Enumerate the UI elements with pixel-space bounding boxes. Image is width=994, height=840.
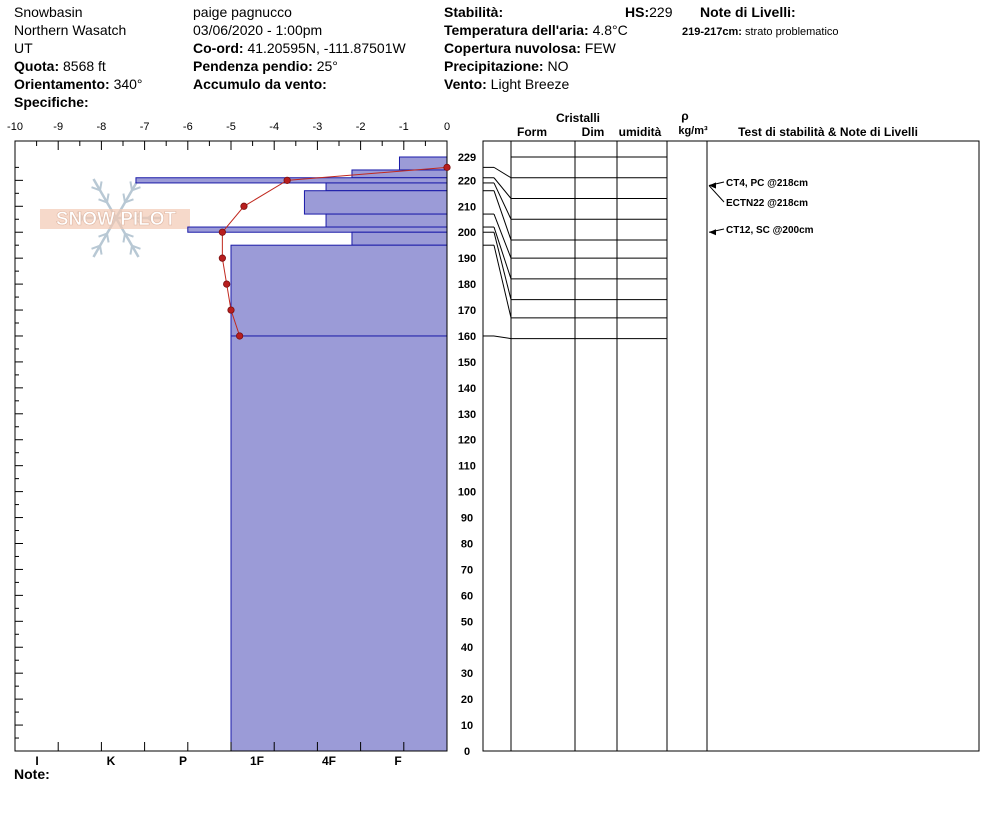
height-tick-label: 100 (457, 486, 477, 499)
elevation-value: 8568 ft (63, 58, 106, 74)
height-tick-label: 40 (460, 642, 474, 655)
height-tick-label: 20 (460, 694, 474, 707)
height-tick-label: 210 (457, 201, 477, 214)
hardness-tick-label: K (106, 754, 116, 768)
height-tick-label: 140 (457, 382, 477, 395)
height-tick-label: 30 (460, 668, 474, 681)
hardness-tick-label: 4F (321, 754, 337, 768)
watermark-text: SNOW PILOT (55, 209, 177, 230)
hardness-layer-bar (304, 191, 447, 214)
temperature-point (284, 177, 290, 183)
layer-note-depth: 219-217cm: (682, 26, 742, 38)
height-tick-label: 110 (458, 460, 476, 473)
snowflake-branch (107, 234, 109, 243)
stability-test-arrowhead (709, 183, 716, 189)
height-tick-label: 50 (460, 616, 474, 629)
layer-note-text: strato problematico (745, 26, 839, 38)
stability-test-pointer (709, 186, 724, 202)
height-tick-label: 120 (457, 434, 477, 447)
temperature-point (241, 203, 247, 209)
hardness-layer-bar (326, 183, 447, 191)
hardness-layer-bar (326, 214, 447, 227)
snowflake-branch (123, 194, 125, 203)
sky-label: Copertura nuvolosa: (444, 40, 581, 56)
height-tick-label: 90 (460, 512, 474, 525)
wind-label: Vento: (444, 76, 487, 92)
height-tick-label: 160 (457, 330, 477, 343)
layer-connector-line (494, 336, 511, 339)
height-tick-label: 190 (457, 253, 477, 266)
wind-value: Light Breeze (490, 76, 570, 92)
temperature-tick-label: 0 (443, 121, 451, 133)
size-header: Dim (581, 125, 605, 139)
height-tick-label: 229 (457, 152, 477, 164)
height-tick-label: 220 (457, 175, 477, 188)
hardness-layer-bar (231, 336, 447, 751)
form-header: Form (517, 125, 547, 139)
snowflake-branch (123, 234, 125, 243)
tests-header: Test di stabilità & Note di Livelli (738, 125, 918, 139)
temperature-point (228, 307, 234, 313)
height-tick-label: 170 (457, 305, 477, 318)
precip-value: NO (547, 58, 569, 74)
location: Snowbasin (14, 4, 83, 20)
sky-value: FEW (584, 40, 616, 56)
hardness-tick-label: I (35, 754, 39, 768)
height-tick-label: 200 (457, 227, 477, 240)
hardness-tick-label: 1F (249, 754, 265, 768)
range: Northern Wasatch (14, 22, 127, 38)
height-tick-label: 150 (457, 356, 477, 369)
height-tick-label: 80 (460, 538, 474, 551)
height-tick-label: 0 (463, 746, 471, 758)
air-temp-label: Temperatura dell'aria: (444, 22, 589, 38)
height-tick-label: 10 (460, 720, 474, 733)
snowflake-branch (107, 194, 109, 203)
layer-notes-label: Note di Livelli: (700, 4, 796, 20)
air-temp-value: 4.8°C (592, 22, 628, 38)
slope-value: 25° (316, 58, 338, 74)
snowflake-branch (130, 246, 132, 255)
wind-loading-label: Accumulo da vento: (193, 76, 327, 92)
hardness-layers (136, 157, 447, 751)
height-axis (458, 152, 476, 758)
temperature-point (219, 255, 225, 261)
coord-value: 41.20595N, -111.87501W (247, 40, 406, 56)
hs-value: 229 (649, 4, 673, 20)
layer-connector-line (494, 191, 511, 240)
coord-label: Co-ord: (193, 40, 244, 56)
observer: paige pagnucco (193, 4, 292, 20)
temperature-tick-label: -5 (226, 121, 236, 133)
hardness-layer-bar (231, 245, 447, 336)
hs-label: HS: (625, 4, 650, 20)
temperature-tick-label: -8 (96, 121, 107, 133)
state: UT (14, 40, 33, 56)
height-tick-label: 60 (460, 590, 474, 603)
hardness-layer-bar (352, 232, 447, 245)
datetime: 03/06/2020 - 1:00pm (193, 22, 323, 38)
temperature-point (223, 281, 229, 287)
stability-test-label: ECTN22 @218cm (726, 198, 809, 209)
temperature-tick-label: -4 (269, 121, 280, 133)
stability-label: Stabilità: (444, 4, 504, 20)
snowflake-branch (100, 246, 102, 255)
height-tick-label: 70 (460, 564, 474, 577)
temperature-point (219, 229, 225, 235)
height-tick-label: 180 (457, 279, 477, 292)
specifics-label: Specifiche: (14, 94, 89, 110)
temperature-point (236, 333, 242, 339)
temperature-tick-label: -3 (312, 121, 323, 133)
layer-connector-line (494, 245, 511, 318)
hardness-tick-label: P (178, 754, 188, 768)
density-symbol-header: ρ (681, 109, 689, 123)
snowflake-branch (100, 181, 102, 190)
stability-test-label: CT4, PC @218cm (726, 178, 809, 189)
temperature-tick-label: -1 (398, 121, 409, 133)
height-tick-label: 130 (457, 408, 477, 421)
hardness-axis (35, 754, 401, 768)
temperature-tick-label: -2 (355, 121, 366, 133)
moisture-header: umidità (618, 125, 662, 139)
layer-connector-line (494, 167, 511, 177)
elevation-label: Quota: (14, 58, 60, 74)
crystals-header: Cristalli (555, 111, 601, 125)
hardness-tick-label: F (394, 754, 402, 768)
stability-tests (709, 178, 814, 236)
stability-test-arrowhead (709, 229, 716, 235)
aspect-value: 340° (113, 76, 143, 92)
snowflake-branch (130, 181, 132, 190)
precip-label: Precipitazione: (444, 58, 544, 74)
layer-connector-line (494, 232, 511, 299)
stability-test-label: CT12, SC @200cm (726, 225, 814, 236)
temperature-tick-label: -7 (139, 121, 150, 133)
temperature-tick-label: -6 (182, 121, 193, 133)
temperature-point (444, 164, 450, 170)
density-unit-header: kg/m³ (678, 125, 708, 137)
snowpilot-watermark (40, 179, 190, 257)
temperature-tick-label: -9 (53, 121, 64, 133)
slope-label: Pendenza pendio: (193, 58, 313, 74)
notes-label: Note: (14, 766, 50, 782)
aspect-label: Orientamento: (14, 76, 110, 92)
temperature-tick-label: -10 (7, 121, 23, 133)
